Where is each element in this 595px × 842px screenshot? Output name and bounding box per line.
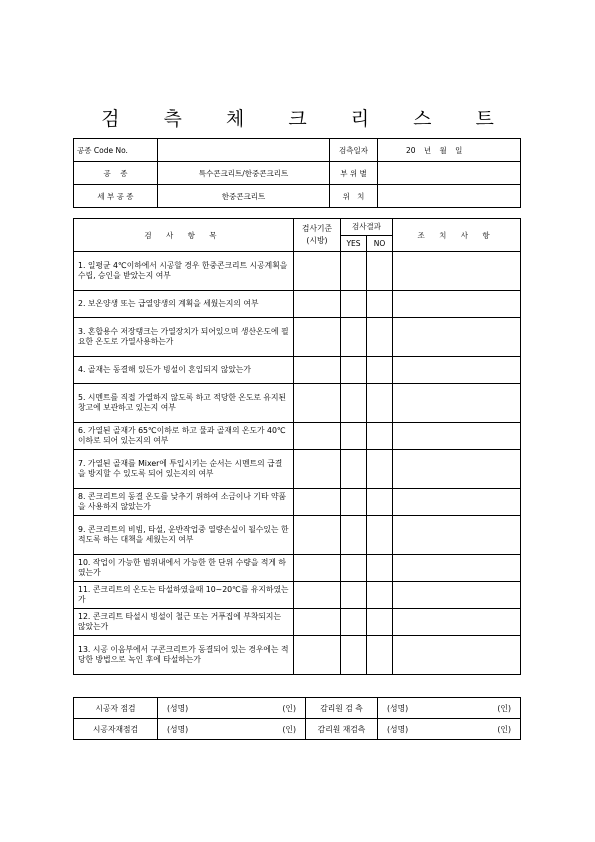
contractor-name: (성명) [167, 703, 189, 713]
standard-cell[interactable] [294, 357, 341, 384]
no-cell[interactable] [367, 609, 393, 636]
checklist-row [74, 516, 521, 555]
yes-cell[interactable] [341, 384, 367, 423]
work-label: 공 종 [74, 162, 158, 185]
contractor-label: 시공자 점검 [74, 698, 158, 719]
standard-cell[interactable] [294, 423, 341, 450]
no-cell[interactable] [367, 489, 393, 516]
supervisor-recheck-seal: (인) [497, 724, 511, 734]
checklist-row [74, 357, 521, 384]
action-cell[interactable] [393, 582, 521, 609]
date-field[interactable]: 20 년 월 일 [378, 139, 521, 162]
standard-cell[interactable] [294, 555, 341, 582]
checklist-item-text: 6. 가열된 골재가 65℃이하로 하고 물과 골재의 온도가 40℃이하로 되어 있는지의 여부 [74, 423, 294, 450]
standard-cell[interactable] [294, 318, 341, 357]
checklist-item-text: 13. 시공 이음부에서 구콘크리트가 동결되어 있는 경우에는 적당한 방법으로 녹인 후에 타설하는가 [74, 636, 294, 675]
code-field[interactable] [158, 139, 330, 162]
contractor-recheck-sign-field[interactable] [158, 719, 306, 740]
standard-cell[interactable] [294, 252, 341, 291]
yes-cell[interactable] [341, 555, 367, 582]
standard-cell[interactable] [294, 636, 341, 675]
checklist-row [74, 609, 521, 636]
yes-cell[interactable] [341, 252, 367, 291]
checklist-item-text: 7. 가열된 골재를 Mixer에 투입시키는 순서는 시멘트의 급결을 방지할 수 있도록 되어 있는지의 여부 [74, 450, 294, 489]
position-label: 위 치 [330, 185, 378, 208]
no-cell[interactable] [367, 357, 393, 384]
standard-cell[interactable] [294, 291, 341, 318]
contractor-seal: (인) [282, 703, 296, 713]
action-cell[interactable] [393, 252, 521, 291]
yes-cell[interactable] [341, 318, 367, 357]
detail-label: 세 부 공 종 [74, 185, 158, 208]
checklist-item-text: 2. 보온양생 또는 급열양생의 계획을 세웠는지의 여부 [74, 291, 294, 318]
supervisor-seal: (인) [497, 703, 511, 713]
action-cell[interactable] [393, 555, 521, 582]
supervisor-name: (성명) [387, 703, 409, 713]
col-no-header: NO [367, 235, 393, 252]
position-field[interactable] [378, 185, 521, 208]
no-cell[interactable] [367, 291, 393, 318]
checklist-row [74, 489, 521, 516]
checklist-body [74, 252, 521, 675]
date-label: 검측일자 [330, 139, 378, 162]
contractor-recheck-seal: (인) [282, 724, 296, 734]
checklist-item-text: 4. 골재는 동결해 있든가 빙설이 혼입되지 않았는가 [74, 357, 294, 384]
supervisor-recheck-sign-field[interactable] [378, 719, 521, 740]
contractor-recheck-name: (성명) [167, 724, 189, 734]
no-cell[interactable] [367, 318, 393, 357]
work-field[interactable]: 특수콘크리트/한중콘크리트 [158, 162, 330, 185]
contractor-recheck-label: 시공자재점검 [74, 719, 158, 740]
col-item-header: 검 사 항 목 [74, 219, 294, 252]
signature-table [73, 697, 521, 740]
yes-cell[interactable] [341, 357, 367, 384]
supervisor-recheck-name: (성명) [387, 724, 409, 734]
checklist-item-text: 11. 콘크리트의 온도는 타설하였을때 10~20℃를 유지하였는가 [74, 582, 294, 609]
col-yes-header: YES [341, 235, 367, 252]
yes-cell[interactable] [341, 291, 367, 318]
document-title: 검 측 체 크 리 스 트 [101, 108, 513, 130]
supervisor-sign-field[interactable] [378, 698, 521, 719]
action-cell[interactable] [393, 384, 521, 423]
action-cell[interactable] [393, 357, 521, 384]
no-cell[interactable] [367, 516, 393, 555]
standard-cell[interactable] [294, 516, 341, 555]
col-action-header: 조 치 사 항 [393, 219, 521, 252]
checklist-row [74, 291, 521, 318]
standard-cell[interactable] [294, 489, 341, 516]
checklist-item-text: 3. 혼합용수 저장탱크는 가열장치가 되어있으며 생산온도에 필요한 온도로 가열사용하는가 [74, 318, 294, 357]
no-cell[interactable] [367, 582, 393, 609]
checklist-row [74, 555, 521, 582]
checklist-item-text: 1. 일평균 4℃이하에서 시공할 경우 한중콘크리트 시공계획을 수립, 승인을 받았는지 여부 [74, 252, 294, 291]
action-cell[interactable] [393, 609, 521, 636]
no-cell[interactable] [367, 252, 393, 291]
action-cell[interactable] [393, 423, 521, 450]
action-cell[interactable] [393, 636, 521, 675]
checklist-row [74, 636, 521, 675]
supervisor-recheck-label: 감리원 재검측 [306, 719, 378, 740]
checklist-item-text: 10. 작업이 가능한 범위내에서 가능한 한 단위 수량을 적게 하였는가 [74, 555, 294, 582]
detail-field[interactable]: 한중콘크리트 [158, 185, 330, 208]
col-result-header: 검사결과 [341, 219, 393, 236]
supervisor-label: 감리원 검 측 [306, 698, 378, 719]
yes-cell[interactable] [341, 582, 367, 609]
checklist-row [74, 384, 521, 423]
yes-cell[interactable] [341, 450, 367, 489]
checklist-row [74, 450, 521, 489]
location-label: 부 위 별 [330, 162, 378, 185]
yes-cell[interactable] [341, 423, 367, 450]
action-cell[interactable] [393, 516, 521, 555]
checklist-row [74, 252, 521, 291]
yes-cell[interactable] [341, 636, 367, 675]
no-cell[interactable] [367, 423, 393, 450]
code-label: 공종 Code No. [74, 139, 158, 162]
yes-cell[interactable] [341, 489, 367, 516]
location-field[interactable] [378, 162, 521, 185]
checklist-row [74, 318, 521, 357]
action-cell[interactable] [393, 291, 521, 318]
action-cell[interactable] [393, 489, 521, 516]
checklist-item-text: 9. 콘크리트의 비빔, 타설, 운반작업중 열량손실이 될수있는 한 적도록 하는 대책을 세웠는지 여부 [74, 516, 294, 555]
no-cell[interactable] [367, 636, 393, 675]
standard-cell[interactable] [294, 609, 341, 636]
yes-cell[interactable] [341, 609, 367, 636]
no-cell[interactable] [367, 450, 393, 489]
standard-cell[interactable] [294, 450, 341, 489]
checklist-row [74, 423, 521, 450]
standard-cell[interactable] [294, 582, 341, 609]
action-cell[interactable] [393, 450, 521, 489]
checklist-item-text: 8. 콘크리트의 동결 온도를 낮추기 위하여 소금이나 기타 약품을 사용하지 않았는가 [74, 489, 294, 516]
checklist-item-text: 5. 시멘트를 직접 가열하지 않도록 하고 적당한 온도로 유지된 창고에 보관하고 있는지 여부 [74, 384, 294, 423]
action-cell[interactable] [393, 318, 521, 357]
no-cell[interactable] [367, 384, 393, 423]
standard-cell[interactable] [294, 384, 341, 423]
col-standard-header: 검사기준 (시방) [294, 219, 341, 252]
checklist-row [74, 582, 521, 609]
no-cell[interactable] [367, 555, 393, 582]
checklist-item-text: 12. 콘크리트 타설시 빙설이 철근 또는 거푸집에 부착되지는 않았는가 [74, 609, 294, 636]
contractor-sign-field[interactable] [158, 698, 306, 719]
checklist-table [73, 218, 521, 675]
header-table [73, 138, 521, 208]
yes-cell[interactable] [341, 516, 367, 555]
